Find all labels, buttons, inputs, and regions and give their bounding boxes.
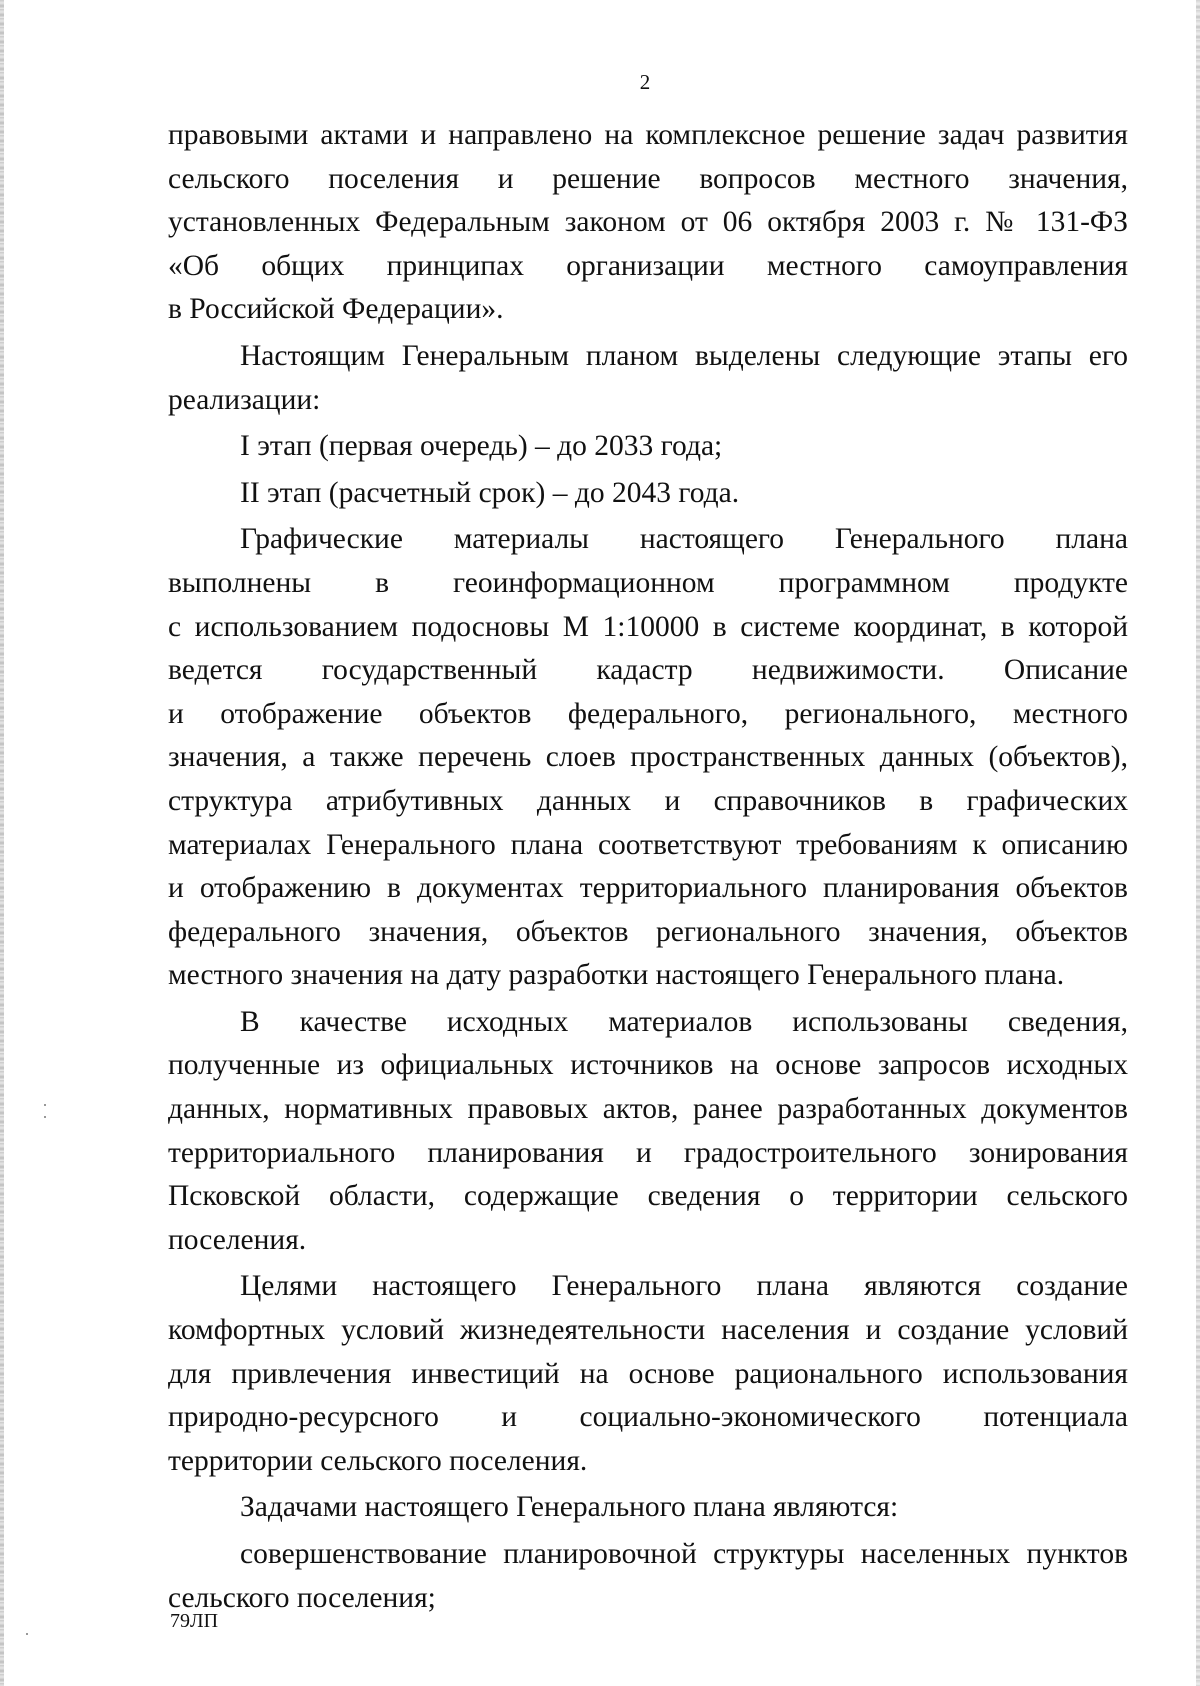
text-line: материалах Генерального плана соответствуют требованиям к описанию [168, 828, 1128, 861]
text-line: Целями настоящего Генерального плана являются создание [240, 1270, 1128, 1303]
scan-edge-right [1196, 0, 1200, 1686]
text-line: местного значения на дату разработки настоящего Генерального плана. [168, 959, 1065, 992]
scan-speck [26, 1633, 28, 1635]
text-line: реализации: [168, 383, 321, 416]
text-line: выполнены в геоинформационном программном продукте [168, 566, 1128, 599]
text-line: II этап (расчетный срок) – до 2043 года. [240, 476, 740, 509]
body-text [168, 114, 1128, 1620]
text-line: в Российской Федерации». [168, 293, 504, 326]
text-line: природно-ресурсного и социально-экономического потенциала [168, 1401, 1128, 1434]
document-code: 79ЛП [170, 1610, 219, 1632]
text-line: территориального планирования и градостроительного зонирования [168, 1136, 1128, 1169]
text-line: для привлечения инвестиций на основе рационального использования [168, 1357, 1128, 1390]
scan-speck [44, 1116, 46, 1118]
text-line: Графические материалы настоящего Генерального плана [240, 523, 1128, 556]
text-line: федерального значения, объектов регионального значения, объектов [168, 915, 1128, 948]
text-line: комфортных условий жизнедеятельности населения и создание условий [168, 1314, 1128, 1347]
text-line: структура атрибутивных данных и справочников в графических [168, 784, 1128, 817]
text-line: с использованием подосновы М 1:10000 в системе координат, в которой [168, 610, 1128, 643]
text-line: Настоящим Генеральным планом выделены следующие этапы его [240, 339, 1128, 372]
text-line: I этап (первая очередь) – до 2033 года; [240, 430, 723, 463]
scan-edge-left [0, 0, 4, 1686]
text-line: Псковской области, содержащие сведения о территории сельского [168, 1180, 1128, 1213]
text-line: сельского поселения; [168, 1581, 436, 1614]
text-line: значения, а также перечень слоев пространственных данных (объектов), [168, 741, 1128, 774]
text-line: полученные из официальных источников на основе запросов исходных [168, 1049, 1128, 1082]
text-line: ведется государственный кадастр недвижимости. Описание [168, 654, 1128, 687]
text-line: сельского поселения и решение вопросов местного значения, [168, 162, 1128, 195]
text-line: «Об общих принципах организации местного самоуправления [168, 249, 1128, 282]
page-number: 2 [639, 70, 651, 94]
text-line: Задачами настоящего Генерального плана являются: [240, 1491, 899, 1524]
text-line: совершенствование планировочной структуры населенных пунктов [240, 1538, 1128, 1570]
text-line: и отображение объектов федерального, регионального, местного [168, 697, 1128, 730]
text-line: правовыми актами и направлено на комплексное решение задач развития [168, 119, 1128, 151]
text-line: территории сельского поселения. [168, 1444, 588, 1477]
text-line: и отображению в документах территориального планирования объектов [168, 872, 1128, 905]
text-line: данных, нормативных правовых актов, ранее разработанных документов [168, 1093, 1128, 1126]
text-line: В качестве исходных материалов использованы сведения, [240, 1005, 1128, 1038]
text-line: установленных Федеральным законом от 06 октября 2003 г. № 131-ФЗ [168, 206, 1128, 239]
scan-speck [44, 1104, 46, 1106]
text-line: поселения. [168, 1223, 307, 1256]
